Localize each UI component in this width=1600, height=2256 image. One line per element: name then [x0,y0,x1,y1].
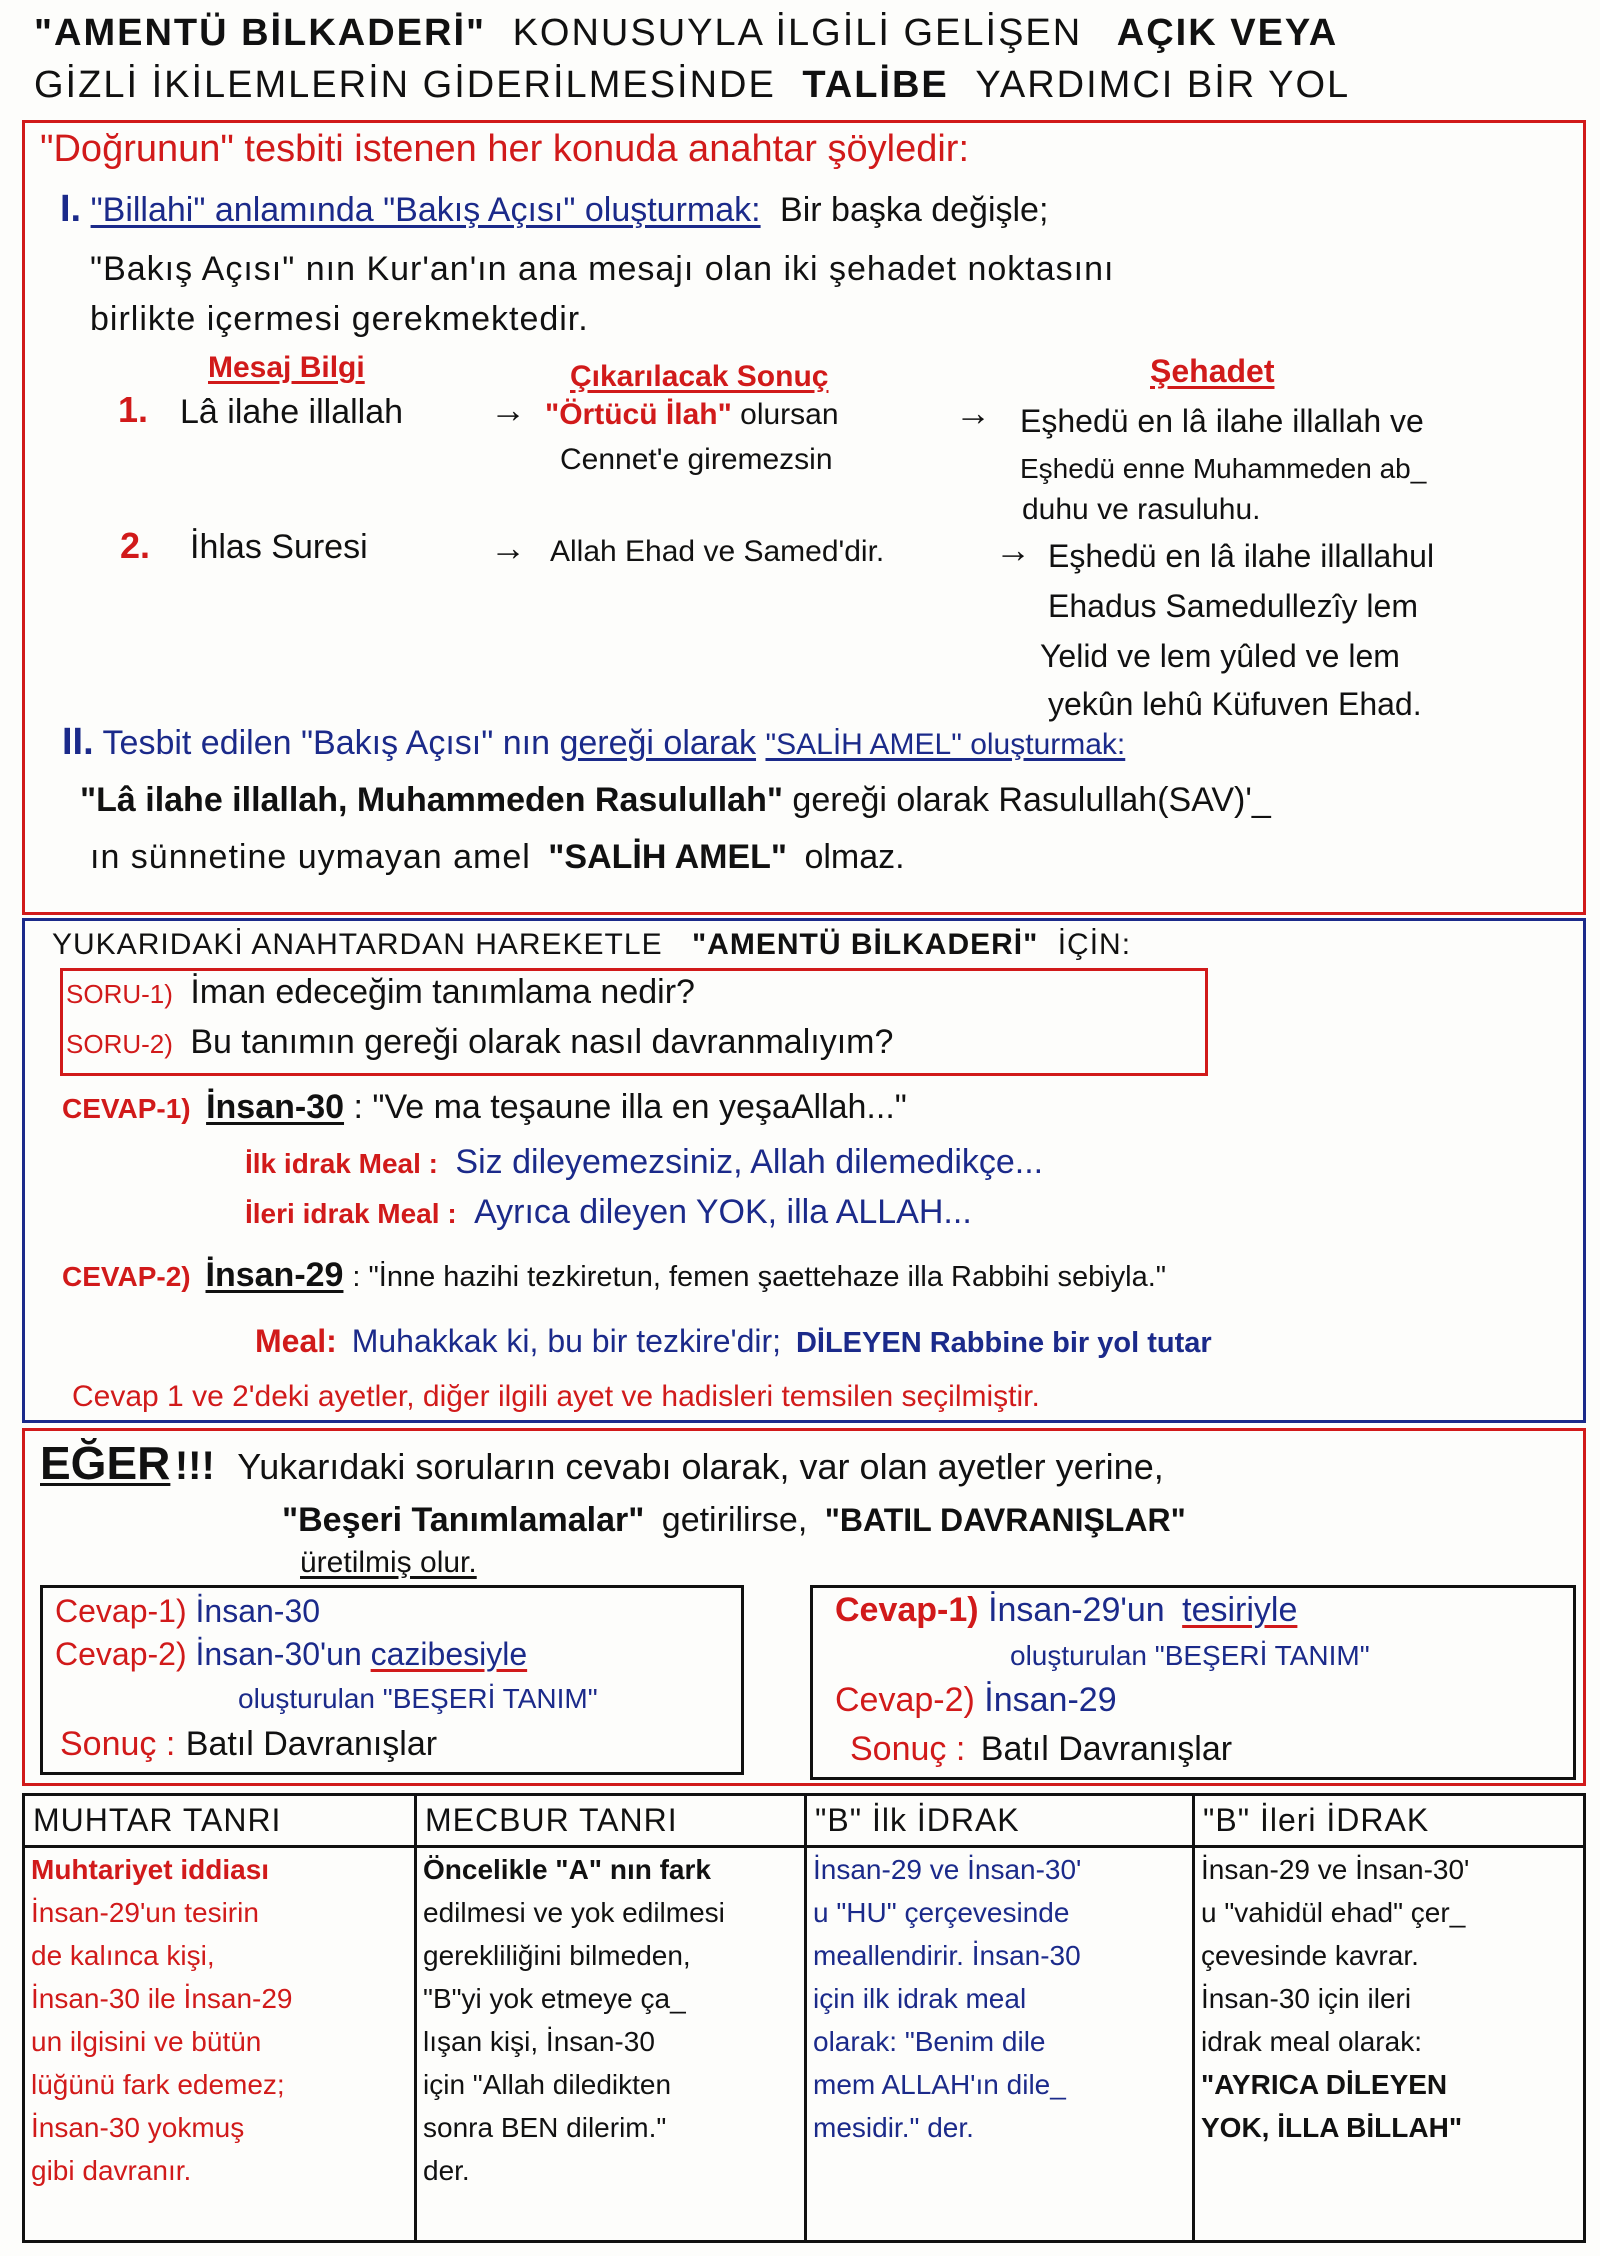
answer-1-text: : "Ve ma teşaune illa en yeşaAllah..." [353,1088,907,1126]
right-cevap-2-text: İnsan-29 [984,1681,1117,1719]
item2-text-a [80,783,1271,817]
row1-sehadet-b: Eşhedü enne Muhammeden ab_ [1020,453,1427,484]
table-cell-line: lışan kişi, İnsan-30 [423,2026,655,2057]
table-cell-line: mem ALLAH'ın dile_ [813,2069,1066,2100]
eger-word: EĞER [40,1437,171,1489]
row1-arrow-1: → [490,389,526,430]
row1-ortucu-ilah: "Örtücü İlah" [545,398,732,431]
right-cevap-2-label: Cevap-2) [835,1681,975,1719]
table-cell-line: İnsan-29 ve İnsan-30' [1201,1854,1470,1885]
left-cevap-2 [55,1638,527,1670]
section2-intro-c: İÇİN: [1057,928,1132,961]
item1-text-b: "Bakış Açısı" nın Kur'an'ın ana mesajı olan iki şehadet noktasını [90,250,1115,288]
right-cevap-1-text-a: İnsan-29'un [988,1591,1165,1629]
table-cell-line: Muhtariyet iddiası [31,1854,270,1885]
item2-heading-a: Tesbit edilen "Bakış Açısı" nın [102,724,551,762]
eger-excl: !!! [174,1444,215,1488]
table-column-muhtar [25,1796,417,2240]
question-1-label: SORU-1) [66,979,173,1009]
header-line-2 [34,66,1350,104]
left-sonuc-label: Sonuç : [60,1725,176,1763]
key-intro [40,130,969,168]
col-header-sonuc: Çıkarılacak Sonuç [570,360,829,393]
answer-2-text: : "İnne hazihi tezkiretun, femen şaettehaze illa Rabbihi sebiyla." [352,1261,1167,1293]
answer-1 [62,1090,907,1124]
table-body-ilk-idrak [807,1848,1192,2149]
item1-text-a: Bir başka değişle; [780,191,1049,229]
table-body-muhtar [25,1848,414,2192]
table-cell-line: idrak meal olarak: [1201,2026,1422,2057]
answer-2-label: CEVAP-2) [62,1261,191,1292]
table-cell-line: İnsan-30 için ileri [1201,1983,1412,2014]
table-cell-line: İnsan-30 ile İnsan-29 [31,1983,293,2014]
answer-2-ref: İnsan-29 [205,1256,344,1294]
row1-sonuc-c: Cennet'e giremezsin [560,443,833,476]
row2-sehadet-b: Ehadus Samedullezîy lem [1048,588,1418,624]
table-cell-line: İnsan-30 yokmuş [31,2112,245,2143]
table-cell-line: için ilk idrak meal [813,1983,1027,2014]
table-cell-line: u "HU" çerçevesinde [813,1897,1070,1928]
left-cevap-1 [55,1595,320,1627]
right-cevap-1-label: Cevap-1) [835,1591,979,1629]
answer-1-meal-1 [245,1145,1043,1179]
table-header-mecbur: MECBUR TANRI [417,1796,804,1848]
answer-2-meal [255,1325,1212,1358]
header-ikilemler: GİZLİ İKİLEMLERİN GİDERİLMESİNDE [34,64,776,106]
table-cell-line: lüğünü fark edemez; [31,2069,285,2100]
table-cell-line: gerekliliğini bilmeden, [423,1940,691,1971]
table-cell-line: meallendirir. İnsan-30 [813,1940,1081,1971]
right-sonuc-label: Sonuç : [850,1730,966,1768]
answer-1-ref: İnsan-30 [206,1088,345,1126]
left-sonuc-text: Batıl Davranışlar [185,1725,438,1763]
eger-line-a [40,1437,1164,1489]
row2-sehadet-a: Eşhedü en lâ ilahe illallahul [1048,538,1435,574]
eger-text-c: üretilmiş olur. [300,1546,477,1579]
answer-2-meal-text-b: DİLEYEN Rabbine bir yol tutar [795,1327,1212,1359]
table-header-muhtar: MUHTAR TANRI [25,1796,414,1848]
right-cevap-1 [835,1593,1297,1627]
question-2-text: Bu tanımın gereği olarak nasıl davranmalıyım? [190,1023,894,1061]
right-cevap-2 [835,1683,1117,1717]
row2-sehadet-d: yekûn lehû Küfuven Ehad. [1048,686,1422,722]
table-cell-line: "AYRICA DİLEYEN [1201,2069,1448,2100]
left-cevap-1-text: İnsan-30 [195,1593,321,1629]
key-intro-text: "Doğrunun" tesbiti istenen her konuda anahtar şöyledir: [40,128,969,170]
right-sonuc-text: Batıl Davranışlar [980,1730,1233,1768]
item1-heading: "Billahi" anlamında "Bakış Açısı" oluşturmak: [90,191,761,229]
item2-roman: II. [62,721,94,763]
row1-mesaj: Lâ ilahe illallah [180,393,404,431]
eger-text-b2: getirilirse, [661,1501,808,1539]
row1-sonuc-a [545,400,839,430]
answer-1-meal-1-text: Siz dileyemezsiniz, Allah dilemedikçe... [455,1143,1044,1181]
table-cell-line: İnsan-29'un tesirin [31,1897,259,1928]
header-title: "AMENTÜ BİLKADERİ" [34,12,487,54]
table-cell-line: mesidir." der. [813,2112,974,2143]
left-cevap-2-text-c: oluşturulan "BEŞERİ TANIM" [238,1683,598,1714]
item2-heading-line [62,723,1125,761]
header-yol: YARDIMCI BİR YOL [975,64,1351,106]
answer-1-label: CEVAP-1) [62,1093,191,1124]
table-body-ileri-idrak [1195,1848,1583,2149]
table-cell-line: İnsan-29 ve İnsan-30' [813,1854,1082,1885]
table-cell-line: gibi davranır. [31,2155,192,2186]
item2-heading-b: gereği olarak [559,724,757,762]
answer-1-meal-2 [245,1195,972,1229]
table-cell-line: u "vahidül ehad" çer_ [1201,1897,1466,1928]
header-talibe: TALİBE [802,64,949,106]
item2-text-b2: "SALİH AMEL" [548,838,788,876]
table-cell-line: olarak: "Benim dile [813,2026,1046,2057]
answers-note: Cevap 1 ve 2'deki ayetler, diğer ilgili ayet ve hadisleri temsilen seçilmiştir. [72,1380,1040,1413]
item2-text-b3: olmaz. [804,838,905,876]
answer-1-meal-1-label: İlk idrak Meal : [245,1148,438,1179]
row2-mesaj: İhlas Suresi [190,528,368,566]
table-column-ileri-idrak [1195,1796,1583,2240]
eger-text-b1: "Beşeri Tanımlamalar" [282,1501,645,1539]
table-cell-line: Öncelikle "A" nın fark [423,1854,711,1885]
table-column-mecbur [417,1796,807,2240]
answer-2-meal-text-a: Muhakkak ki, bu bir tezkire'dir; [351,1323,782,1359]
table-cell-line: çevesinde kavrar. [1201,1940,1419,1971]
row2-arrow-1: → [490,527,526,568]
left-cevap-2-text-a: İnsan-30'un [195,1636,362,1672]
left-cevap-2-text-b: cazibesiyle [370,1636,528,1672]
table-cell-line: "B"yi yok etmeye ça_ [423,1983,686,2014]
item2-heading-c: "SALİH AMEL" oluşturmak: [765,728,1126,761]
header-line-1 [34,14,1338,52]
table-cell-line: der. [423,2155,470,2186]
table-header-ileri-idrak: "B" İleri İDRAK [1195,1796,1583,1848]
left-sonuc [60,1727,437,1761]
left-cevap-2-label: Cevap-2) [55,1636,187,1672]
row1-arrow-2: → [955,392,991,433]
item2-text-a1: "Lâ ilahe illallah, Muhammeden Rasulullah" [80,781,783,819]
table-cell-line: un ilgisini ve bütün [31,2026,262,2057]
answer-1-meal-2-text: Ayrıca dileyen YOK, illa ALLAH... [474,1193,972,1231]
header-acik-veya: AÇIK VEYA [1116,12,1339,54]
question-1-text: İman edeceğim tanımlama nedir? [190,973,695,1011]
answer-2-meal-label: Meal: [255,1323,337,1359]
table-header-ilk-idrak: "B" İlk İDRAK [807,1796,1192,1848]
comparison-table [22,1793,1586,2243]
header-topic: KONUSUYLA İLGİLİ GELİŞEN [512,12,1083,54]
row2-arrow-2: → [995,529,1031,570]
table-cell-line: sonra BEN dilerim." [423,2112,667,2143]
section2-intro-a: YUKARIDAKİ ANAHTARDAN HAREKETLE [52,928,663,961]
item1-roman: I. [60,188,82,230]
eger-text-b3: "BATIL DAVRANIŞLAR" [824,1502,1186,1538]
right-sonuc [850,1732,1232,1766]
item2-text-a2: gereği olarak Rasulullah(SAV)'_ [792,781,1271,819]
eger-text-a: Yukarıdaki soruların cevabı olarak, var olan ayetler yerine, [237,1446,1164,1487]
eger-line-b [282,1503,1186,1537]
row2-sonuc: Allah Ehad ve Samed'dir. [550,535,885,568]
table-cell-line: YOK, İLLA BİLLAH" [1201,2112,1463,2143]
row2-number: 2. [120,525,151,566]
question-2 [66,1025,893,1059]
question-2-label: SORU-2) [66,1029,173,1059]
answer-2 [62,1258,1166,1292]
row2-sehadet-c: Yelid ve lem yûled ve lem [1040,638,1400,674]
row1-number: 1. [118,389,149,430]
item2-text-b [90,840,905,874]
section2-intro [52,930,1131,960]
table-column-ilk-idrak [807,1796,1195,2240]
table-cell-line: edilmesi ve yok edilmesi [423,1897,725,1928]
table-cell-line: de kalınca kişi, [31,1940,215,1971]
table-cell-line: için "Allah diledikten [423,2069,672,2100]
row1-olursan: olursan [740,398,839,431]
row1-sehadet-c: duhu ve rasuluhu. [1022,493,1261,526]
col-header-sehadet: Şehadet [1150,353,1275,389]
left-cevap-1-label: Cevap-1) [55,1593,187,1629]
table-body-mecbur [417,1848,804,2192]
item1-heading-line [60,190,1048,228]
answer-1-meal-2-label: İleri idrak Meal : [245,1198,457,1229]
section2-intro-b: "AMENTÜ BİLKADERİ" [691,928,1039,961]
item2-text-b1: ın sünnetine uymayan amel [90,838,531,876]
col-header-mesaj: Mesaj Bilgi [208,351,365,384]
question-1 [66,975,695,1009]
right-cevap-1-text-b: tesiriyle [1182,1591,1298,1629]
right-cevap-1-text-c: oluşturulan "BEŞERİ TANIM" [1010,1640,1370,1671]
item1-text-c: birlikte içermesi gerekmektedir. [90,300,589,338]
row1-sehadet-a: Eşhedü en lâ ilahe illallah ve [1020,403,1424,439]
